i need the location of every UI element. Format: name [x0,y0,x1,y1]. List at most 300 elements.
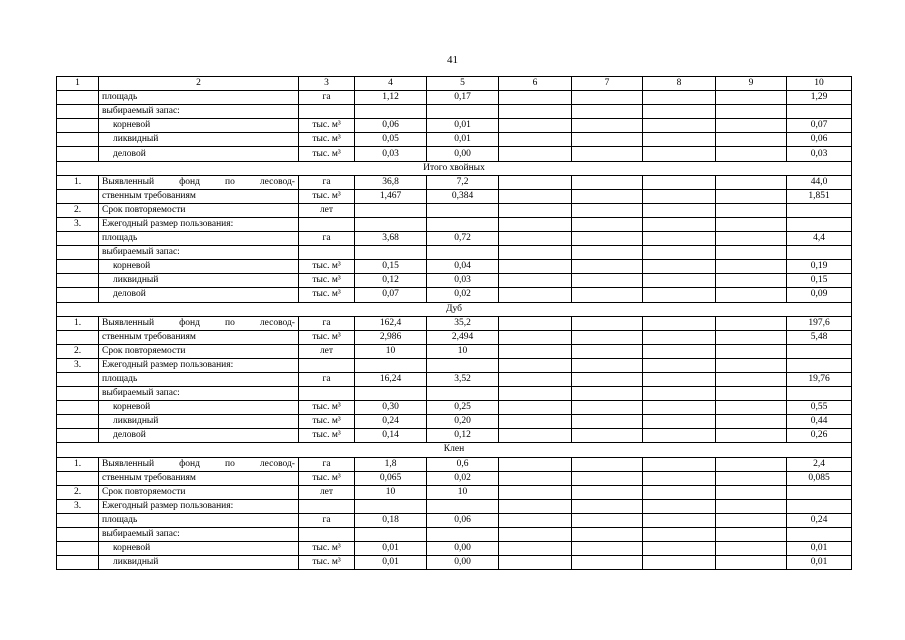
value-cell: 0,15 [787,274,852,288]
row-label: площадь [99,372,299,386]
section-row [57,161,852,175]
value-cell: 10 [355,344,427,358]
value-cell [427,358,499,372]
value-cell [716,358,787,372]
value-cell [787,358,852,372]
value-cell: 2,986 [355,330,427,344]
value-cell [572,274,643,288]
row-label [99,457,299,471]
value-cell [716,232,787,246]
row-number [57,556,99,570]
value-cell [643,217,716,231]
value-cell [643,485,716,499]
value-cell: 19,76 [787,372,852,386]
unit-cell: тыс. м³ [299,415,355,429]
row-label: Ежегодный размер пользования: [99,217,299,231]
unit-cell: га [299,372,355,386]
value-cell [499,203,572,217]
table-row [57,203,852,217]
row-number: 1. [57,175,99,189]
row-label: Срок повторяемости [99,485,299,499]
value-cell: 0,384 [427,189,499,203]
value-cell [643,274,716,288]
value-cell [643,499,716,513]
value-cell: 0,065 [355,471,427,485]
value-cell [787,499,852,513]
unit-cell: тыс. м³ [299,133,355,147]
value-cell [643,358,716,372]
value-cell [499,457,572,471]
table-row [57,485,852,499]
unit-cell: тыс. м³ [299,274,355,288]
value-cell [787,203,852,217]
value-cell: 0,03 [787,147,852,161]
section-row [57,302,852,316]
value-cell: 3,68 [355,232,427,246]
value-cell [572,119,643,133]
value-cell [427,203,499,217]
value-cell [716,457,787,471]
value-cell: 0,14 [355,429,427,443]
value-cell [355,499,427,513]
value-cell: 0,07 [355,288,427,302]
value-cell [787,246,852,260]
value-cell [499,358,572,372]
value-cell [716,415,787,429]
row-label: корневой [99,260,299,274]
value-cell [716,274,787,288]
row-label: ственным требованиям [99,189,299,203]
value-cell [572,316,643,330]
value-cell: 0,17 [427,91,499,105]
value-cell: 197,6 [787,316,852,330]
value-cell: 0,085 [787,471,852,485]
unit-cell: га [299,91,355,105]
value-cell [787,528,852,542]
value-cell: 2,4 [787,457,852,471]
value-cell [355,217,427,231]
row-label-justified: Выявленный фонд по лесовод- [102,317,295,328]
table-row [57,415,852,429]
table-row [57,260,852,274]
value-cell [499,330,572,344]
value-cell [716,330,787,344]
row-number [57,542,99,556]
table-row [57,528,852,542]
row-number [57,528,99,542]
value-cell: 1,12 [355,91,427,105]
value-cell: 0,72 [427,232,499,246]
row-label: Срок повторяемости [99,344,299,358]
unit-cell: га [299,175,355,189]
value-cell [572,471,643,485]
row-number [57,471,99,485]
row-number: 1. [57,316,99,330]
value-cell [716,246,787,260]
row-number: 2. [57,485,99,499]
value-cell [643,147,716,161]
value-cell [499,217,572,231]
unit-cell: тыс. м³ [299,147,355,161]
value-cell [355,358,427,372]
value-cell: 10 [427,485,499,499]
value-cell [716,344,787,358]
value-cell [643,372,716,386]
table-row [57,105,852,119]
value-cell [499,429,572,443]
value-cell [499,91,572,105]
value-cell: 0,06 [787,133,852,147]
row-number: 3. [57,217,99,231]
row-label: выбираемый запас: [99,387,299,401]
value-cell: 0,06 [355,119,427,133]
unit-cell: тыс. м³ [299,401,355,415]
value-cell [499,119,572,133]
value-cell [572,415,643,429]
value-cell: 0,03 [427,274,499,288]
value-cell [716,372,787,386]
value-cell [643,105,716,119]
value-cell [572,189,643,203]
value-cell [499,274,572,288]
value-cell: 0,12 [355,274,427,288]
value-cell: 0,01 [427,133,499,147]
value-cell [572,499,643,513]
row-number [57,513,99,527]
value-cell [499,147,572,161]
value-cell [572,401,643,415]
value-cell [499,372,572,386]
value-cell: 5,48 [787,330,852,344]
table-row [57,274,852,288]
value-cell [572,556,643,570]
value-cell [643,119,716,133]
value-cell [499,528,572,542]
row-label: деловой [99,429,299,443]
value-cell [499,401,572,415]
value-cell [499,556,572,570]
value-cell [572,387,643,401]
value-cell: 36,8 [355,175,427,189]
value-cell: 0,00 [427,556,499,570]
value-cell: 0,6 [427,457,499,471]
value-cell: 0,24 [355,415,427,429]
unit-cell: тыс. м³ [299,288,355,302]
value-cell [643,330,716,344]
value-cell: 1,467 [355,189,427,203]
value-cell: 0,04 [427,260,499,274]
value-cell [787,217,852,231]
value-cell [716,189,787,203]
table-row [57,542,852,556]
table-row [57,499,852,513]
value-cell [716,429,787,443]
unit-cell: тыс. м³ [299,542,355,556]
row-number [57,105,99,119]
row-number: 2. [57,344,99,358]
section-row [57,443,852,457]
unit-cell: лет [299,344,355,358]
row-label: корневой [99,401,299,415]
unit-cell [299,387,355,401]
value-cell [572,260,643,274]
table-row [57,133,852,147]
forest-fund-table [56,76,852,570]
value-cell: 10 [427,344,499,358]
value-cell: 0,55 [787,401,852,415]
unit-cell: га [299,513,355,527]
value-cell [355,528,427,542]
column-header-6: 6 [499,77,572,91]
unit-cell: га [299,232,355,246]
table-row [57,119,852,133]
row-number [57,119,99,133]
row-number: 3. [57,358,99,372]
value-cell [643,415,716,429]
value-cell: 0,20 [427,415,499,429]
value-cell [499,471,572,485]
value-cell [572,105,643,119]
value-cell [499,344,572,358]
value-cell: 10 [355,485,427,499]
value-cell: 3,52 [427,372,499,386]
row-label: деловой [99,288,299,302]
table-row [57,232,852,246]
value-cell [643,528,716,542]
unit-cell [299,246,355,260]
value-cell: 0,01 [787,556,852,570]
row-number [57,133,99,147]
value-cell [499,175,572,189]
row-label: ликвидный [99,415,299,429]
value-cell [499,189,572,203]
value-cell [499,387,572,401]
unit-cell: га [299,316,355,330]
value-cell [643,133,716,147]
value-cell: 0,01 [355,542,427,556]
unit-cell: тыс. м³ [299,189,355,203]
value-cell [716,133,787,147]
unit-cell: тыс. м³ [299,260,355,274]
value-cell [572,217,643,231]
value-cell [787,485,852,499]
value-cell: 0,02 [427,288,499,302]
value-cell: 44,0 [787,175,852,189]
value-cell: 0,07 [787,119,852,133]
row-number [57,260,99,274]
value-cell [716,119,787,133]
value-cell [572,147,643,161]
row-label: корневой [99,119,299,133]
value-cell [499,133,572,147]
row-label: площадь [99,91,299,105]
value-cell [716,556,787,570]
value-cell: 0,15 [355,260,427,274]
table-row [57,358,852,372]
column-header-9: 9 [716,77,787,91]
column-header-7: 7 [572,77,643,91]
value-cell [572,358,643,372]
value-cell [643,232,716,246]
row-label: ликвидный [99,556,299,570]
table-row [57,513,852,527]
value-cell [572,429,643,443]
table-row [57,401,852,415]
table-row [57,387,852,401]
row-number [57,246,99,260]
table-row [57,372,852,386]
table-row [57,189,852,203]
value-cell [716,105,787,119]
row-number [57,91,99,105]
value-cell: 4,4 [787,232,852,246]
unit-cell: тыс. м³ [299,119,355,133]
value-cell [427,499,499,513]
value-cell: 0,44 [787,415,852,429]
row-number [57,330,99,344]
row-label: ликвидный [99,133,299,147]
table-row [57,91,852,105]
value-cell: 0,01 [355,556,427,570]
row-number [57,415,99,429]
row-number [57,372,99,386]
row-label: площадь [99,232,299,246]
value-cell: 0,24 [787,513,852,527]
value-cell [572,133,643,147]
row-number [57,429,99,443]
row-label-justified: Выявленный фонд по лесовод- [102,176,295,187]
table-row [57,147,852,161]
value-cell: 0,30 [355,401,427,415]
value-cell [643,260,716,274]
row-label: Ежегодный размер пользования: [99,358,299,372]
row-label: корневой [99,542,299,556]
page-number: 41 [447,54,458,66]
row-label [99,316,299,330]
value-cell [643,203,716,217]
column-header-3: 3 [299,77,355,91]
value-cell [643,344,716,358]
column-header-8: 8 [643,77,716,91]
value-cell [572,513,643,527]
value-cell [572,203,643,217]
row-label-justified: Выявленный фонд по лесовод- [102,458,295,469]
value-cell [427,246,499,260]
table-row [57,457,852,471]
value-cell [427,387,499,401]
column-header-5: 5 [427,77,499,91]
row-label: деловой [99,147,299,161]
value-cell [499,415,572,429]
value-cell: 0,00 [427,542,499,556]
value-cell [643,91,716,105]
unit-cell [299,499,355,513]
value-cell [572,542,643,556]
value-cell: 0,19 [787,260,852,274]
value-cell [643,556,716,570]
unit-cell: лет [299,485,355,499]
unit-cell [299,358,355,372]
value-cell: 0,06 [427,513,499,527]
value-cell [716,203,787,217]
value-cell: 0,03 [355,147,427,161]
value-cell [499,542,572,556]
value-cell [499,499,572,513]
row-label: Срок повторяемости [99,203,299,217]
value-cell: 1,8 [355,457,427,471]
value-cell [572,372,643,386]
value-cell: 35,2 [427,316,499,330]
row-number: 2. [57,203,99,217]
value-cell [643,316,716,330]
value-cell: 0,12 [427,429,499,443]
value-cell [643,457,716,471]
unit-cell [299,217,355,231]
value-cell [716,528,787,542]
row-label: ственным требованиям [99,471,299,485]
value-cell [572,288,643,302]
value-cell [716,288,787,302]
value-cell: 0,01 [787,542,852,556]
value-cell [572,175,643,189]
column-header-2: 2 [99,77,299,91]
row-number [57,387,99,401]
value-cell [499,288,572,302]
value-cell: 1,851 [787,189,852,203]
row-number [57,189,99,203]
value-cell: 1,29 [787,91,852,105]
table-row [57,556,852,570]
value-cell [643,175,716,189]
table-row [57,316,852,330]
value-cell: 0,26 [787,429,852,443]
row-label: площадь [99,513,299,527]
value-cell [572,528,643,542]
row-number [57,147,99,161]
value-cell [787,344,852,358]
value-cell [716,513,787,527]
value-cell [427,105,499,119]
value-cell [643,387,716,401]
value-cell: 16,24 [355,372,427,386]
row-number [57,232,99,246]
value-cell [643,401,716,415]
value-cell [355,246,427,260]
value-cell [643,246,716,260]
row-label: ственным требованиям [99,330,299,344]
value-cell [499,260,572,274]
table-header-row [57,77,852,91]
value-cell [427,217,499,231]
unit-cell: тыс. м³ [299,556,355,570]
value-cell [572,457,643,471]
unit-cell: тыс. м³ [299,471,355,485]
row-label: выбираемый запас: [99,105,299,119]
value-cell [572,91,643,105]
value-cell [716,217,787,231]
row-label [99,175,299,189]
value-cell [643,471,716,485]
value-cell [572,246,643,260]
unit-cell: тыс. м³ [299,330,355,344]
value-cell [716,316,787,330]
table-row [57,429,852,443]
unit-cell: тыс. м³ [299,429,355,443]
row-number [57,274,99,288]
value-cell [572,485,643,499]
value-cell [716,91,787,105]
value-cell [355,387,427,401]
